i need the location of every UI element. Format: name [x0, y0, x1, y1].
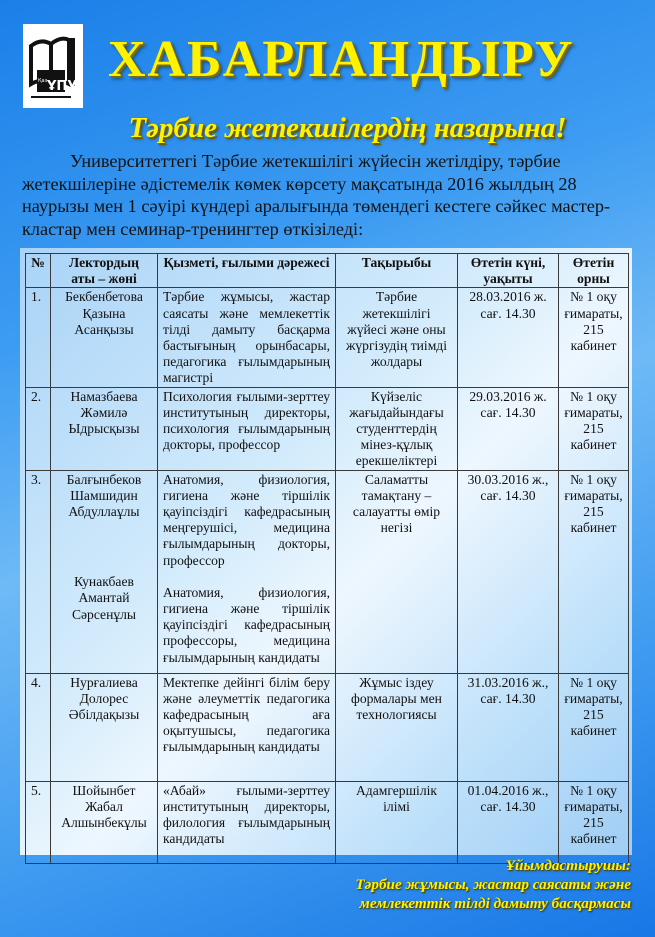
lecturer-name: Бекбенбетова Қазына Асанқызы	[51, 288, 158, 387]
table-row	[26, 673, 629, 781]
table-row	[26, 288, 629, 387]
svg-text:ҰПУ: ҰПУ	[47, 79, 78, 94]
row-number: 2.	[26, 387, 51, 470]
row-number: 4.	[26, 673, 51, 781]
organizer-line-1: Тәрбие жұмысы, жастар саясаты және	[355, 876, 631, 893]
session-place: № 1 оқу ғимараты, 215 кабинет	[559, 470, 629, 673]
row-number: 1.	[26, 288, 51, 387]
university-logo	[23, 24, 83, 108]
row-number: 5.	[26, 781, 51, 863]
lecturer-name: Шойынбет Жабал Алшынбекұлы	[51, 781, 158, 863]
session-topic: Тәрбие жетекшілігі жүйесі және оны жүргізудің тиімді жолдары	[336, 288, 458, 387]
table-row	[26, 387, 629, 470]
session-place: № 1 оқу ғимараты, 215 кабинет	[559, 781, 629, 863]
lecturer-position: Анатомия, физиология, гигиена және тіршілік қауіпсіздігі кафедрасының меңгерушісі, медицина ғылымдарының докторы, профессор	[163, 471, 330, 568]
lecturer-name: Нурғалиева Долорес Әбілдақызы	[51, 673, 158, 781]
svg-text:Қаз: Қаз	[38, 78, 48, 84]
session-place: № 1 оқу ғимараты, 215 кабинет	[559, 673, 629, 781]
row-number: 3.	[26, 470, 51, 673]
page-title: ХАБАРЛАНДЫРУ	[108, 31, 575, 88]
session-date: 01.04.2016 ж., сағ. 14.30	[458, 781, 559, 863]
header-date: Өтетін күні, уақыты	[458, 254, 559, 288]
header-number: №	[26, 254, 51, 288]
header-lecturer: Лектордың аты – жөні	[51, 254, 158, 288]
lecturer-position: Психология ғылыми-зерттеу институтының директоры, психология ғылымдарының докторы, профессор	[158, 387, 336, 470]
table-row	[26, 781, 629, 863]
session-topic: Күйзеліс жағыдайындағы студенттердің мінез-құлық ерекшеліктері	[336, 387, 458, 470]
table-row	[26, 470, 629, 673]
schedule-panel	[20, 248, 632, 855]
organizer-line-2: мемлекеттік тілді дамыту басқармасы	[359, 895, 631, 912]
lecturer-name: Балғынбеков Шамшидин Абдуллаұлы	[66, 471, 142, 520]
header-position: Қызметі, ғылыми дәрежесі	[158, 254, 336, 288]
schedule-table	[25, 253, 629, 864]
organizer-label: Ұйымдастырушы:	[505, 857, 631, 874]
session-topic: Жұмыс іздеу формалары мен технологиясы	[336, 673, 458, 781]
session-place: № 1 оқу ғимараты, 215 кабинет	[559, 288, 629, 387]
session-date: 31.03.2016 ж., сағ. 14.30	[458, 673, 559, 781]
lecturer-positions	[158, 470, 336, 673]
session-topic: Саламатты тамақтану – салауатты өмір негізі	[336, 470, 458, 673]
lecturer-name-second: Кунакбаев Амантай Сәрсенұлы	[71, 574, 137, 622]
session-date: 29.03.2016 ж. сағ. 14.30	[458, 387, 559, 470]
session-place: № 1 оқу ғимараты, 215 кабинет	[559, 387, 629, 470]
table-header-row	[26, 254, 629, 288]
lecturer-name: Намазбаева Жәмилә Ыдрысқызы	[51, 387, 158, 470]
lecturer-position: Мектепке дейінгі білім беру және әлеуметтік педагогика кафедрасының аға оқытушысы, педагогика ғылымдарының кандидаты	[158, 673, 336, 781]
header-place: Өтетін орны	[559, 254, 629, 288]
session-date: 30.03.2016 ж., сағ. 14.30	[458, 470, 559, 673]
book-logo-icon	[23, 24, 83, 108]
organizer-block	[231, 856, 631, 913]
lecturer-position: Тәрбие жұмысы, жастар саясаты және мемлекеттік тілді дамыту басқарма бастығының орынбасары, педагогика ғылымдарының магистрі	[158, 288, 336, 387]
page-subtitle: Тәрбие жетекшілердің назарына!	[128, 112, 567, 144]
header-topic: Тақырыбы	[336, 254, 458, 288]
intro-paragraph: Университеттегі Тәрбие жетекшілігі жүйесін жетілдіру, тәрбие жетекшілеріне әдістемелік көмек көрсету мақсатында 2016 жылдың 28 наурызы мен 1 сәуірі күндері аралығында төмендегі кестеге сәйкес мастер-кластар мен семинар-тренингтер өткізіледі:	[22, 151, 611, 239]
lecturer-position: «Абай» ғылыми-зерттеу институтының директоры, филология ғылымдарының кандидаты	[158, 781, 336, 863]
lecturer-names	[51, 470, 158, 673]
session-date: 28.03.2016 ж. сағ. 14.30	[458, 288, 559, 387]
session-topic: Адамгершілік ілімі	[336, 781, 458, 863]
lecturer-position-second: Анатомия, физиология, гигиена және тіршілік қауіпсіздігі кафедрасының профессоры, медицина ғылымдарының кандидаты	[163, 584, 330, 665]
